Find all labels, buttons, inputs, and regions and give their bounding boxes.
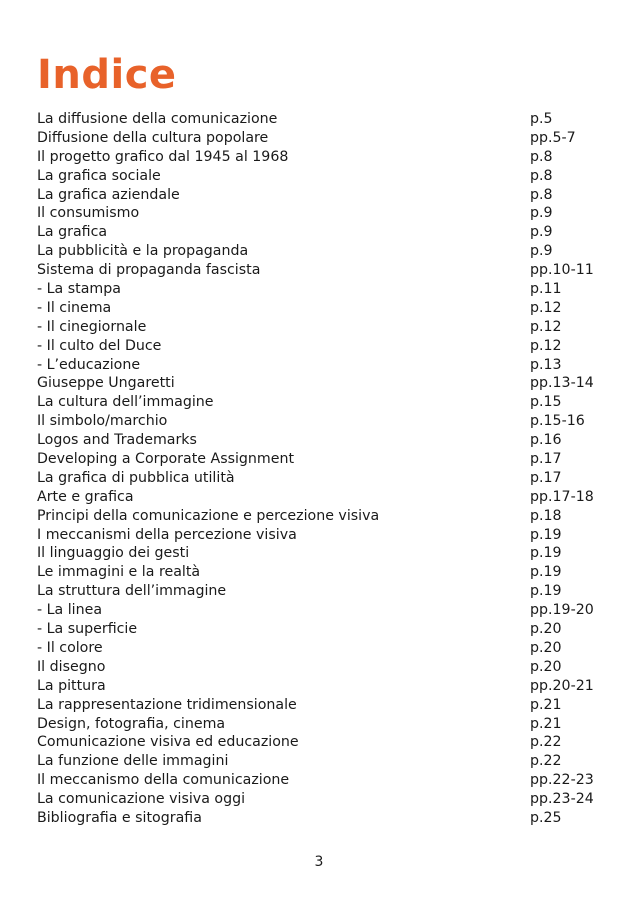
toc-entry-title: La diffusione della comunicazione — [37, 111, 278, 127]
toc-entry-row — [37, 299, 607, 318]
toc-entry-title: Bibliografia e sitografia — [37, 809, 202, 826]
toc-entry-row — [37, 809, 607, 828]
toc-entry-page: p.19 — [530, 526, 562, 543]
toc-entry-title: La grafica sociale — [37, 167, 161, 184]
toc-entry-title: La comunicazione visiva oggi — [37, 791, 246, 808]
toc-entry-page: p.19 — [530, 583, 562, 600]
toc-entry-title: La struttura dell’immagine — [37, 583, 227, 600]
toc-entry-row — [37, 601, 607, 620]
toc-entry-title: Diffusione della cultura popolare — [37, 129, 269, 146]
toc-entry-page: p.21 — [530, 696, 562, 713]
toc-entry-row — [37, 507, 607, 526]
toc-entry-row — [37, 110, 607, 129]
toc-entry-page: p.22 — [530, 753, 562, 770]
toc-entry-title: Arte e grafica — [37, 488, 134, 505]
toc-entry-page: p.20 — [530, 639, 562, 656]
toc-entry-row — [37, 261, 607, 280]
toc-entry-row — [37, 526, 607, 545]
toc-entry-title: La grafica — [37, 224, 108, 241]
toc-entry-page: p.18 — [530, 507, 562, 524]
toc-entry-row — [37, 337, 607, 356]
toc-entry-title: - Il cinema — [37, 299, 112, 316]
toc-entry-title: Il meccanismo della comunicazione — [37, 772, 290, 789]
toc-entry-title: Le immagini e la realtà — [37, 564, 201, 581]
toc-entry-title: - Il colore — [37, 639, 103, 656]
toc-entry-title: Logos and Trademarks — [37, 432, 197, 449]
toc-entry-title: - Il culto del Duce — [37, 337, 162, 354]
toc-entry-page: pp.5-7 — [530, 129, 576, 146]
toc-entry-row — [37, 696, 607, 715]
toc-entry-page: pp.20-21 — [530, 677, 594, 694]
toc-entry-title: - La stampa — [37, 281, 121, 298]
toc-entry-page: p.17 — [530, 469, 562, 486]
toc-entry-row — [37, 733, 607, 752]
toc-entry-title: Il disegno — [37, 658, 106, 675]
toc-entry-page: p.16 — [530, 432, 562, 449]
toc-entry-row — [37, 752, 607, 771]
toc-entry-title: Design, fotografia, cinema — [37, 715, 226, 732]
toc-entry-row — [37, 412, 607, 431]
toc-entry-page: p.12 — [530, 337, 562, 354]
toc-entry-row — [37, 715, 607, 734]
toc-entry-title: Sistema di propaganda fascista — [37, 262, 261, 279]
toc-entry-page: p.9 — [530, 224, 553, 241]
toc-entry-page: pp.17-18 — [530, 488, 594, 505]
toc-entry-page: p.5 — [530, 111, 553, 127]
toc-entry-title: La cultura dell’immagine — [37, 394, 214, 411]
toc-entry-row — [37, 431, 607, 450]
toc-entry-row — [37, 563, 607, 582]
page-number: 3 — [314, 854, 324, 870]
toc-entry-title: - Il cinegiornale — [37, 318, 147, 335]
toc-entry-title: Giuseppe Ungaretti — [37, 375, 175, 392]
toc-entry-page: pp.22-23 — [530, 772, 594, 789]
toc-entry-title: La rappresentazione tridimensionale — [37, 696, 297, 713]
toc-entry-row — [37, 318, 607, 337]
toc-entry-page: p.21 — [530, 715, 562, 732]
toc-entry-row — [37, 148, 607, 167]
toc-entry-title: - L’educazione — [37, 356, 141, 373]
toc-entry-row — [37, 242, 607, 261]
toc-entry-row — [37, 544, 607, 563]
toc-entry-title: Il linguaggio dei gesti — [37, 545, 190, 562]
toc-entry-title: La grafica aziendale — [37, 186, 180, 203]
toc-entry-page: p.12 — [530, 299, 562, 316]
toc-entry-title: Developing a Corporate Assignment — [37, 451, 295, 468]
toc-entry-row — [37, 620, 607, 639]
toc-entry-page: p.17 — [530, 451, 562, 468]
toc-entry-title: - La superficie — [37, 621, 138, 638]
toc-entry-page: p.20 — [530, 621, 562, 638]
toc-entry-row — [37, 129, 607, 148]
toc-entry-row — [37, 639, 607, 658]
toc-entry-page: p.8 — [530, 167, 553, 184]
toc-entry-row — [37, 488, 607, 507]
toc-entry-row — [37, 469, 607, 488]
toc-entry-page: p.8 — [530, 186, 553, 203]
toc-entry-title: La pubblicità e la propaganda — [37, 243, 249, 260]
toc-entry-row — [37, 790, 607, 809]
toc-entry-title: - La linea — [37, 602, 103, 619]
toc-entry-row — [37, 167, 607, 186]
toc-entry-row — [37, 658, 607, 677]
toc-entry-page: p.12 — [530, 318, 562, 335]
toc-entry-page: p.8 — [530, 148, 553, 165]
table-of-contents — [37, 110, 607, 828]
toc-entry-page: p.19 — [530, 545, 562, 562]
toc-entry-title: La pittura — [37, 677, 106, 694]
toc-entry-row — [37, 582, 607, 601]
toc-entry-row — [37, 450, 607, 469]
page-title: Indice — [37, 52, 177, 98]
toc-entry-title: Il simbolo/marchio — [37, 413, 168, 430]
toc-entry-row — [37, 393, 607, 412]
toc-entry-page: pp.10-11 — [530, 262, 594, 279]
toc-entry-row — [37, 374, 607, 393]
toc-entry-row — [37, 280, 607, 299]
toc-entry-row — [37, 677, 607, 696]
toc-entry-row — [37, 204, 607, 223]
toc-entry-title: La grafica di pubblica utilità — [37, 469, 235, 486]
toc-entry-row — [37, 186, 607, 205]
toc-entry-page: pp.13-14 — [530, 375, 594, 392]
toc-entry-page: pp.23-24 — [530, 791, 594, 808]
toc-entry-page: p.11 — [530, 281, 562, 298]
toc-entry-page: p.22 — [530, 734, 562, 751]
toc-entry-page: p.9 — [530, 243, 553, 260]
toc-entry-title: Principi della comunicazione e percezione visiva — [37, 507, 380, 524]
toc-entry-row — [37, 771, 607, 790]
toc-entry-page: p.15-16 — [530, 413, 585, 430]
toc-entry-row — [37, 356, 607, 375]
toc-entry-page: p.15 — [530, 394, 562, 411]
toc-entry-page: pp.19-20 — [530, 602, 594, 619]
toc-entry-page: p.20 — [530, 658, 562, 675]
toc-entry-title: La funzione delle immagini — [37, 753, 229, 770]
toc-entry-page: p.9 — [530, 205, 553, 222]
toc-entry-page: p.19 — [530, 564, 562, 581]
toc-entry-title: Comunicazione visiva ed educazione — [37, 734, 299, 751]
toc-entry-page: p.25 — [530, 809, 562, 826]
toc-entry-page: p.13 — [530, 356, 562, 373]
toc-entry-row — [37, 223, 607, 242]
toc-entry-title: Il consumismo — [37, 205, 140, 222]
toc-entry-title: Il progetto grafico dal 1945 al 1968 — [37, 148, 289, 165]
toc-entry-title: I meccanismi della percezione visiva — [37, 526, 297, 543]
